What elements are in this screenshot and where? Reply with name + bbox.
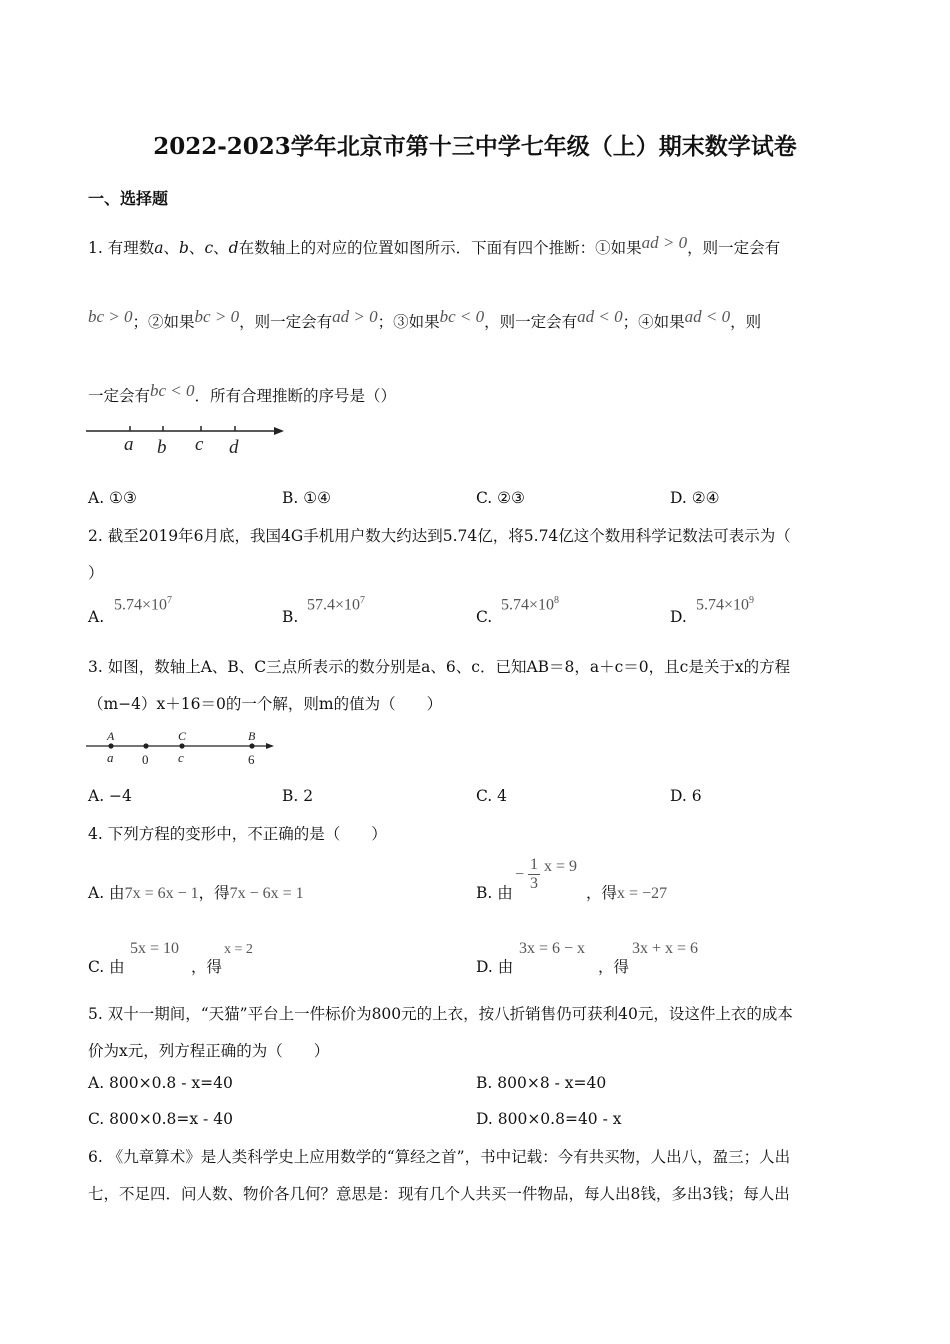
label-c-value: c (178, 750, 184, 765)
q2-line2: ） (88, 564, 104, 582)
label-a-value: a (107, 750, 114, 765)
q4-option-d-eq2[interactable]: 3x + x = 6 (632, 940, 699, 957)
q4-line1: 4. 下列方程的变形中，不正确的是（ ） (88, 825, 387, 843)
q5-line2: 价为x元，列方程正确的为（ ） (88, 1042, 330, 1060)
point-b (249, 743, 254, 748)
arrow-head (266, 743, 274, 749)
q2-option-a-letter[interactable]: A. (88, 608, 105, 626)
axis-label-c: c (195, 434, 204, 455)
q2-line1: 2. 截至2019年6月底，我国4G手机用户数大约达到5.74亿，将5.74亿这个数用科学记数法可表示为（ (88, 527, 791, 545)
q4-option-b-eq1[interactable]: − $\frac{1}{3}$ x = 9 (515, 856, 578, 892)
q1-option-d[interactable]: D. ②④ (670, 489, 720, 507)
q2-option-a-value[interactable]: $5.74\times 10^7$ (114, 595, 173, 614)
q4-option-c-mid[interactable]: ，得 (191, 958, 223, 976)
q3-line2: （m−4）x＋16＝0的一个解，则m的值为（ ） (88, 695, 443, 713)
q3-option-c[interactable]: C. 4 (476, 787, 508, 805)
point-c (179, 743, 184, 748)
q4-option-a[interactable]: A. 由7x = 6x − 1，得7x − 6x = 1 (88, 884, 304, 902)
point-zero (143, 743, 148, 748)
q5-option-c[interactable]: C. 800×0.8=x - 40 (88, 1110, 233, 1128)
q4-option-c-eq1[interactable]: 5x = 10 (130, 940, 180, 957)
label-zero-value: 0 (142, 752, 149, 767)
q3-option-a[interactable]: A. −4 (88, 787, 132, 805)
q3-number-line (86, 726, 286, 770)
arrow-head (274, 427, 284, 435)
q6-line1: 6. 《九章算术》是人类科学史上应用数学的“算经之首”，书中记载：今有共买物，人出八，盈三；人出 (88, 1148, 791, 1166)
q5-option-a[interactable]: A. 800×0.8 - x=40 (88, 1074, 233, 1092)
page-title: 2022-2023学年北京市第十三中学七年级（上）期末数学试卷 (153, 133, 797, 160)
label-six-value: 6 (248, 752, 255, 767)
q1-option-c[interactable]: C. ②③ (476, 489, 525, 507)
q4-option-d-eq1[interactable]: 3x = 6 − x (519, 940, 586, 957)
axis-label-a: a (124, 434, 134, 455)
q1-option-a[interactable]: A. ①③ (88, 489, 137, 507)
label-B: B (248, 729, 256, 743)
q4-option-b-prefix[interactable]: B. 由 (476, 884, 513, 902)
q4-option-d-prefix[interactable]: D. 由 (476, 958, 514, 976)
q5-option-b[interactable]: B. 800×8 - x=40 (476, 1074, 607, 1092)
q6-line2: 七，不足四．问人数、物价各几何？意思是：现有几个人共买一件物品，每人出8钱，多出3钱；每人出 (88, 1185, 790, 1203)
q2-option-c-letter[interactable]: C. (476, 608, 493, 626)
q4-option-c-eq2[interactable]: x = 2 (224, 942, 253, 957)
q2-option-d-letter[interactable]: D. (670, 608, 687, 626)
q5-option-d[interactable]: D. 800×0.8=40 - x (476, 1110, 622, 1128)
q2-option-b-value[interactable]: $57.4\times 10^7$ (307, 595, 366, 614)
section-heading: 一、选择题 (88, 189, 169, 208)
axis-label-b: b (157, 437, 167, 458)
q2-option-d-value[interactable]: $5.74\times 10^9$ (696, 595, 755, 614)
q1-line3: 一定会有bc < 0．所有合理推断的序号是（） (88, 381, 397, 405)
point-a (108, 743, 113, 748)
math-bc-gt-0: bc > 0 (88, 307, 133, 326)
axis-label-d: d (229, 437, 239, 458)
math-ad-gt-0: ad > 0 (641, 233, 688, 252)
q4-option-c-prefix[interactable]: C. 由 (88, 958, 125, 976)
q1-number-line (86, 420, 291, 460)
label-C: C (178, 729, 187, 743)
q1-option-b[interactable]: B. ①④ (282, 489, 332, 507)
q2-option-c-value[interactable]: $5.74\times 10^8$ (501, 595, 560, 614)
fraction-one-third: $\frac{1}{3}$ (530, 856, 539, 892)
label-A: A (107, 729, 115, 743)
q1-line2: bc > 0；②如果bc > 0，则一定会有ad > 0；③如果bc < 0，则一定会有ad < 0；④如果ad < 0，则 (88, 307, 762, 331)
q4-option-d-mid[interactable]: ，得 (598, 958, 630, 976)
q3-option-b[interactable]: B. 2 (282, 787, 314, 805)
q1-line1: 1. 有理数a、b、c、d在数轴上的对应的位置如图所示．下面有四个推断：①如果ad > 0，则一定会有 (88, 233, 781, 257)
q2-option-b-letter[interactable]: B. (282, 608, 299, 626)
q3-option-d[interactable]: D. 6 (670, 787, 702, 805)
q3-line1: 3. 如图，数轴上A、B、C三点所表示的数分别是a、6、c．已知AB＝8，a＋c＝0，且c是关于x的方程 (88, 658, 791, 676)
q5-line1: 5. 双十一期间，“天猫”平台上一件标价为800元的上衣，按八折销售仍可获利40元，设这件上衣的成本 (88, 1005, 793, 1023)
q4-option-b-result[interactable]: ，得x = −27 (586, 884, 668, 902)
